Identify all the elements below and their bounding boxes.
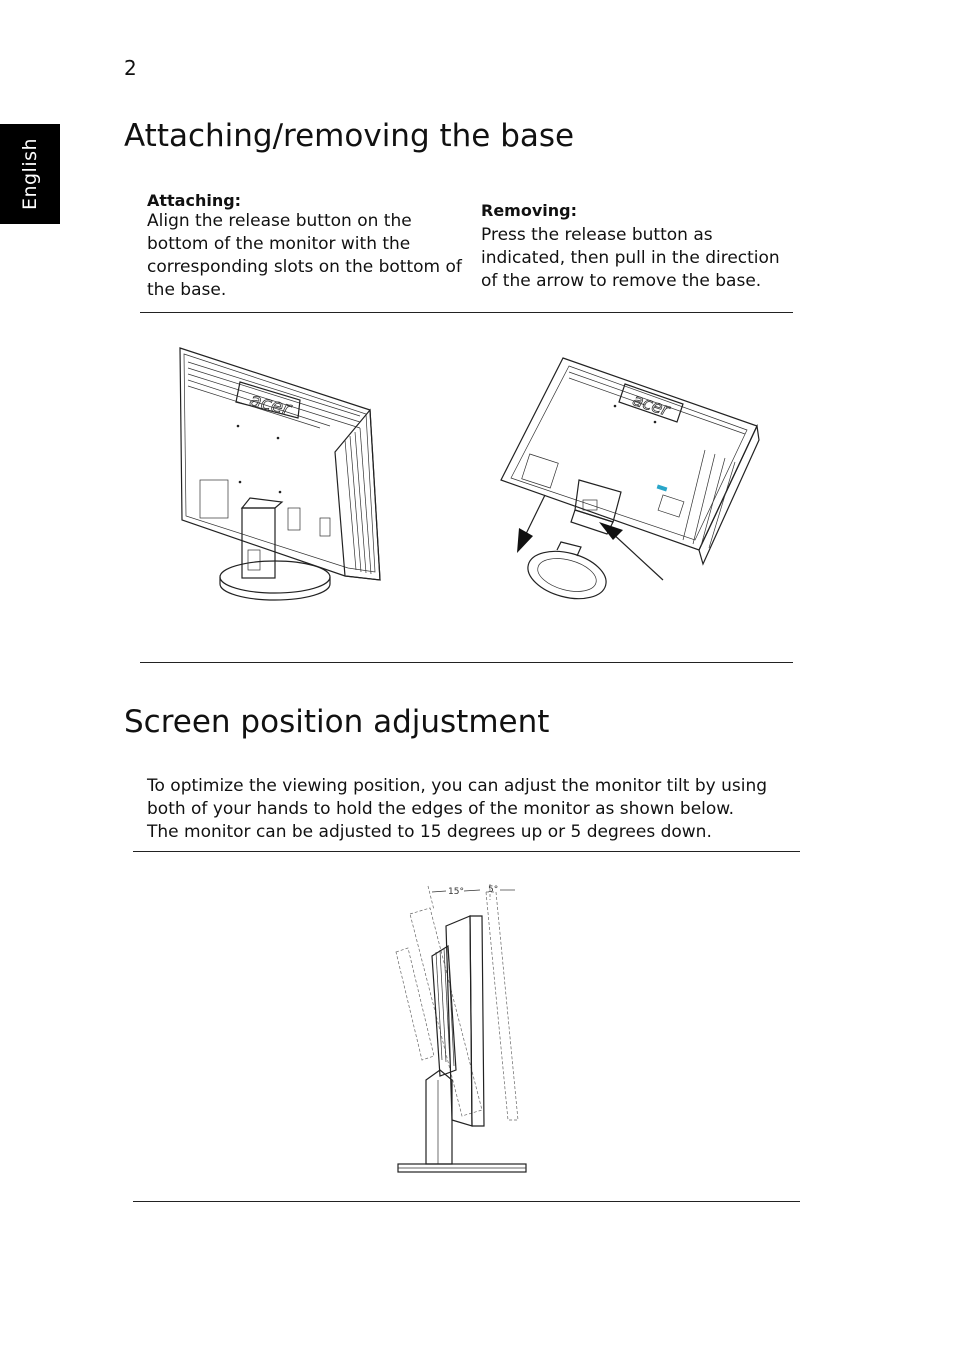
attaching-line: corresponding slots on the bottom of xyxy=(147,257,462,277)
attaching-line: Align the release button on the xyxy=(147,211,412,231)
tilt-line: both of your hands to hold the edges of the monitor as shown below. xyxy=(147,799,735,819)
removing-line: of the arrow to remove the base. xyxy=(481,271,762,291)
section-title-tilt: Screen position adjustment xyxy=(124,704,550,740)
section-title-base: Attaching/removing the base xyxy=(124,118,575,154)
removing-line: indicated, then pull in the direction xyxy=(481,248,780,268)
tilt-description xyxy=(147,775,807,844)
divider xyxy=(140,662,793,663)
divider xyxy=(133,1201,800,1202)
monitor-tilt-illustration xyxy=(390,880,540,1180)
removing-heading: Removing: xyxy=(481,201,577,220)
monitor-removing-illustration xyxy=(495,350,765,610)
angle-up-label: 15° xyxy=(448,887,464,897)
attaching-block xyxy=(147,191,472,302)
language-tab xyxy=(0,124,60,224)
acer-logo: acer xyxy=(630,390,672,421)
angle-down-label: 5° xyxy=(488,885,499,895)
language-tab-label: English xyxy=(19,137,41,211)
monitor-attached-illustration xyxy=(170,340,390,605)
tilt-line: To optimize the viewing position, you can adjust the monitor tilt by using xyxy=(147,776,768,796)
page-number: 2 xyxy=(124,56,137,80)
attaching-line: bottom of the monitor with the xyxy=(147,234,411,254)
removing-text xyxy=(481,224,801,293)
attaching-line: the base. xyxy=(147,280,227,300)
divider xyxy=(133,851,800,852)
divider xyxy=(140,312,793,313)
removing-line: Press the release button as xyxy=(481,225,713,245)
tilt-line: The monitor can be adjusted to 15 degrees up or 5 degrees down. xyxy=(147,822,712,842)
attaching-text xyxy=(147,210,472,302)
attaching-heading: Attaching: xyxy=(147,191,242,210)
acer-logo: acer xyxy=(247,388,294,421)
removing-block xyxy=(481,201,801,293)
